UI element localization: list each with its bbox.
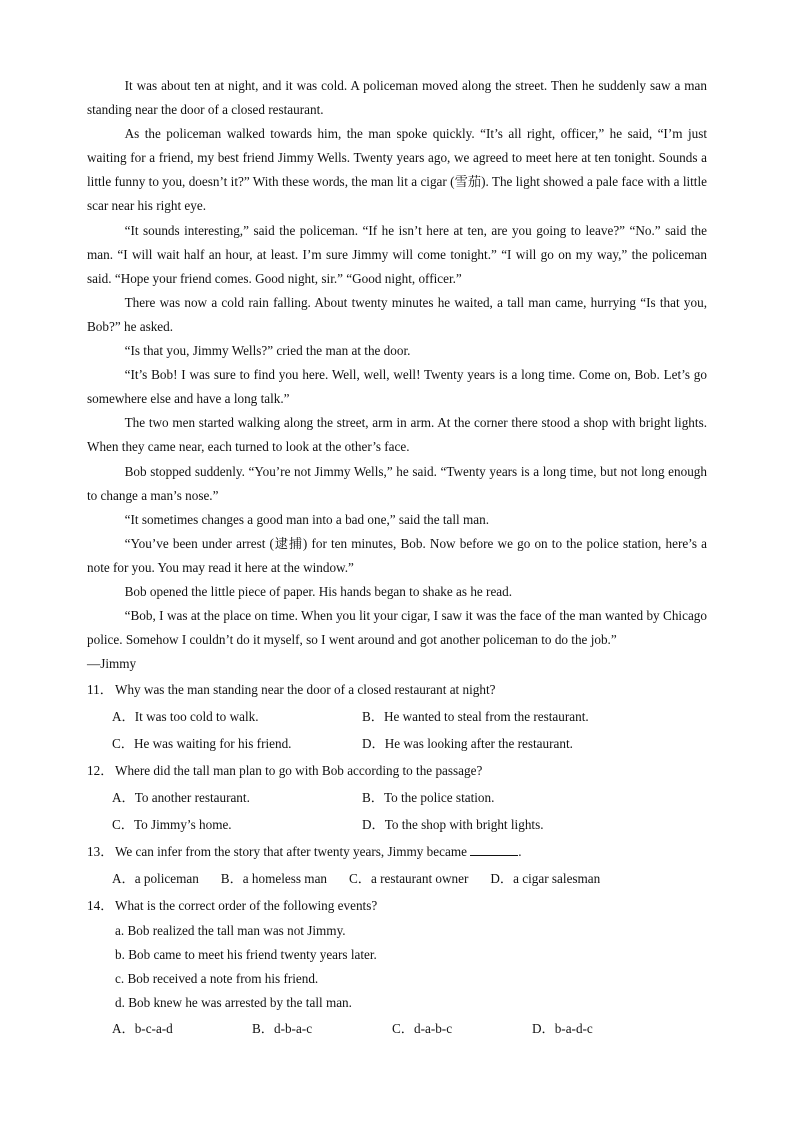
- option-c[interactable]: C．To Jimmy’s home.: [112, 817, 232, 833]
- option-list: [87, 703, 707, 757]
- option-c[interactable]: C．d-a-b-c: [392, 1021, 453, 1037]
- passage-paragraph: As the policeman walked towards him, the man spoke quickly. “It’s all right, officer,” he said, “I’m just waiting for a friend, my best friend Jimmy Wells. Twenty years ago, we agreed to meet here at ten tonight. Sounds a little funny to you, doesn’t it?” With these words, the man lit a cigar (雪茄). The light showed a pale face with a little scar near his right eye.: [87, 126, 707, 214]
- question-text-end: .: [518, 844, 522, 860]
- answer-blank: [470, 843, 518, 856]
- passage-paragraph: Bob stopped suddenly. “You’re not Jimmy Wells,” he said. “Twenty years is a long time, but not long enough to change a man’s nose.”: [87, 463, 707, 503]
- option-a[interactable]: A．a policeman: [112, 871, 199, 887]
- option-b[interactable]: B．He wanted to steal from the restaurant.: [362, 709, 589, 725]
- question-13: [87, 838, 707, 892]
- question-number: 12．: [87, 763, 114, 779]
- option-a[interactable]: A．b-c-a-d: [112, 1021, 173, 1037]
- option-a[interactable]: A．To another restaurant.: [112, 790, 250, 806]
- event-item-a: a. Bob realized the tall man was not Jimmy.: [115, 923, 346, 939]
- document-page: [87, 74, 707, 1042]
- option-list: [87, 784, 707, 838]
- question-number: 13．: [87, 844, 114, 860]
- option-d[interactable]: D．He was looking after the restaurant.: [362, 736, 573, 752]
- passage-paragraph: Bob opened the little piece of paper. His hands began to shake as he read.: [124, 583, 513, 599]
- passage-paragraph: It was about ten at night, and it was cold. A policeman moved along the street. Then he suddenly saw a man standing near the door of a closed restaurant.: [87, 78, 707, 118]
- question-11: [87, 676, 707, 757]
- passage-paragraph: “It’s Bob! I was sure to find you here. Well, well, well! Twenty years is a long time. Come on, Bob. Let’s go somewhere else and have a long talk.”: [87, 367, 707, 407]
- passage-paragraph: “Is that you, Jimmy Wells?” cried the man at the door.: [124, 343, 411, 359]
- passage-paragraph: “Bob, I was at the place on time. When you lit your cigar, I saw it was the face of the man wanted by Chicago police. Somehow I couldn’t do it myself, so I went around and got another policeman to do the job.”: [87, 608, 707, 648]
- option-c[interactable]: C．He was waiting for his friend.: [112, 736, 292, 752]
- option-d[interactable]: D．a cigar salesman: [490, 871, 601, 887]
- question-12: [87, 757, 707, 838]
- option-d[interactable]: D．To the shop with bright lights.: [362, 817, 544, 833]
- question-number: 11．: [87, 682, 113, 698]
- event-item-c: c. Bob received a note from his friend.: [115, 971, 319, 987]
- passage-paragraph: “You’ve been under arrest (逮捕) for ten minutes, Bob. Now before we go on to the police station, here’s a note for you. You may read it here at the window.”: [87, 535, 707, 575]
- passage-paragraph: “It sometimes changes a good man into a bad one,” said the tall man.: [124, 511, 489, 527]
- option-c[interactable]: C．a restaurant owner: [349, 871, 469, 887]
- question-number: 14．: [87, 898, 114, 914]
- question-stem: [87, 892, 707, 919]
- question-stem: [87, 757, 707, 784]
- option-b[interactable]: B．d-b-a-c: [252, 1021, 313, 1037]
- note-signature: —Jimmy: [87, 656, 137, 672]
- question-stem: [87, 838, 707, 865]
- question-text: What is the correct order of the following events?: [115, 898, 378, 914]
- option-b[interactable]: B．To the police station.: [362, 790, 495, 806]
- question-text: Where did the tall man plan to go with Bob according to the passage?: [115, 763, 483, 779]
- passage-paragraph: “It sounds interesting,” said the policeman. “If he isn’t here at ten, are you going to leave?” “No.” said the man. “I will wait half an hour, at least. I’m sure Jimmy will come tonight.” “I will go on my way,” the policeman said. “Hope your friend comes. Good night, sir.” “Good night, officer.”: [87, 222, 707, 286]
- option-list: [87, 865, 707, 892]
- question-text: Why was the man standing near the door of a closed restaurant at night?: [115, 682, 496, 698]
- question-text: We can infer from the story that after twenty years, Jimmy became: [115, 844, 467, 860]
- passage-paragraph: The two men started walking along the street, arm in arm. At the corner there stood a shop with bright lights. When they came near, each turned to look at the other’s face.: [87, 415, 707, 455]
- question-stem: [87, 676, 707, 703]
- option-b[interactable]: B．a homeless man: [220, 871, 328, 887]
- option-a[interactable]: A．It was too cold to walk.: [112, 709, 259, 725]
- event-item-d: d. Bob knew he was arrested by the tall man.: [115, 995, 352, 1011]
- question-14: [87, 892, 707, 1042]
- option-list: [87, 1015, 707, 1042]
- option-d[interactable]: D．b-a-d-c: [532, 1021, 593, 1037]
- passage-paragraph: There was now a cold rain falling. About twenty minutes he waited, a tall man came, hurrying “Is that you, Bob?” he asked.: [87, 294, 707, 334]
- event-item-b: b. Bob came to meet his friend twenty years later.: [115, 947, 377, 963]
